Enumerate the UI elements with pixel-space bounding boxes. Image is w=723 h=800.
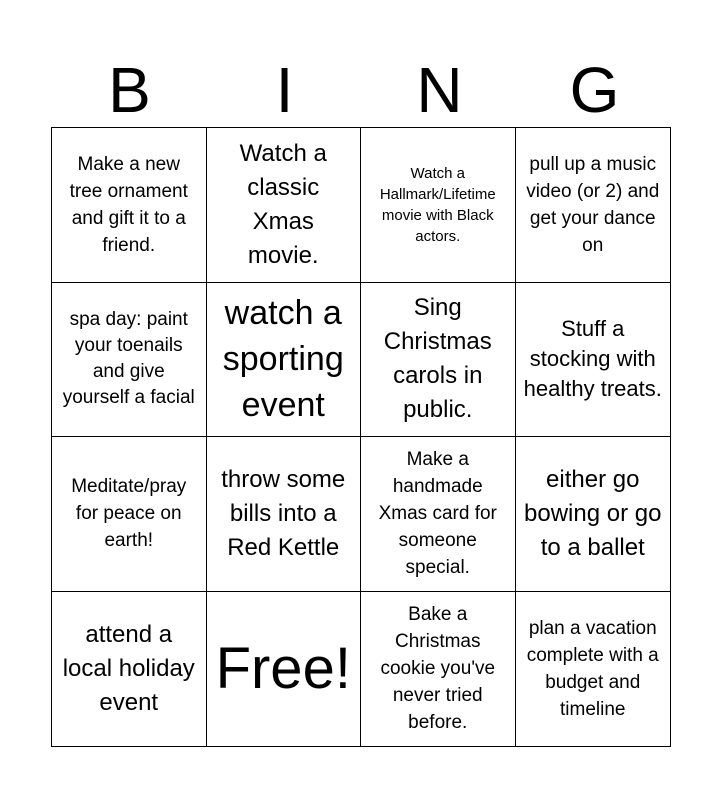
bingo-cell[interactable]: Make a new tree ornament and gift it to a friend.: [52, 128, 207, 283]
bingo-cell[interactable]: Sing Christmas carols in public.: [361, 283, 516, 438]
bingo-header: [52, 52, 672, 128]
bingo-cell[interactable]: spa day: paint your toenails and give yourself a facial: [52, 283, 207, 438]
bingo-cell[interactable]: Stuff a stocking with healthy treats.: [516, 283, 671, 438]
bingo-cell[interactable]: plan a vacation complete with a budget and timeline: [526, 617, 659, 720]
free-space[interactable]: Free!: [207, 592, 362, 747]
header-letter-i: I: [275, 54, 294, 126]
header-letter-n: N: [416, 54, 463, 126]
bingo-cell[interactable]: attend a local holiday event: [52, 592, 207, 747]
bingo-cell[interactable]: either go bowing or go to a ballet: [516, 437, 671, 592]
bingo-cell[interactable]: pull up a music video (or 2) and get your dance on: [516, 128, 671, 283]
header-letter-g: G: [569, 54, 620, 126]
bingo-cell[interactable]: Watch a classic Xmas movie.: [207, 128, 362, 283]
bingo-cell[interactable]: Meditate/pray for peace on earth!: [52, 437, 207, 592]
header-letter-b: B: [108, 54, 151, 126]
bingo-cell[interactable]: Make a handmade Xmas card for someone special.: [361, 437, 516, 592]
bingo-cell[interactable]: throw some bills into a Red Kettle: [207, 437, 362, 592]
bingo-cell[interactable]: Watch a Hallmark/Lifetime movie with Black actors.: [361, 128, 516, 283]
bingo-cell[interactable]: Bake a Christmas cookie you've never tried before.: [361, 592, 516, 747]
bingo-cell[interactable]: watch a sporting event: [207, 283, 362, 438]
bingo-grid: [51, 127, 671, 747]
